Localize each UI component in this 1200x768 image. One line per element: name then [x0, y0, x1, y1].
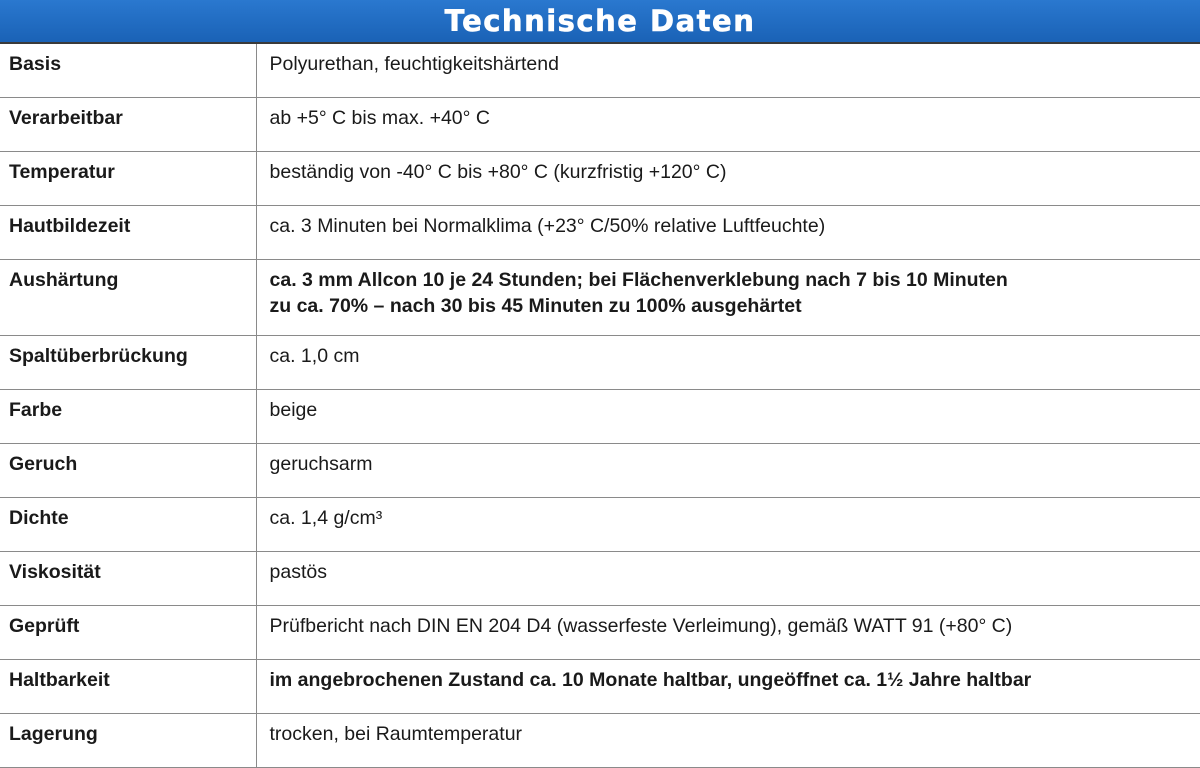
table-row [0, 498, 1200, 552]
table-row [0, 152, 1200, 206]
row-value-line: zu ca. 70% – nach 30 bis 45 Minuten zu 100% ausgehärtet [270, 293, 1200, 319]
row-label: Dichte [0, 498, 256, 552]
row-value-line: im angebrochenen Zustand ca. 10 Monate haltbar, ungeöffnet ca. 1½ Jahre haltbar [270, 667, 1200, 693]
table-row [0, 714, 1200, 768]
table-row [0, 444, 1200, 498]
row-value [256, 260, 1200, 336]
table-row [0, 552, 1200, 606]
specs-table [0, 44, 1200, 768]
row-value-line: Polyurethan, feuchtigkeitshärtend [270, 51, 1200, 77]
row-value [256, 498, 1200, 552]
row-value [256, 152, 1200, 206]
row-value-line: beige [270, 397, 1200, 423]
row-value [256, 660, 1200, 714]
row-value-line: ab +5° C bis max. +40° C [270, 105, 1200, 131]
row-value [256, 552, 1200, 606]
row-value-line: ca. 1,4 g/cm³ [270, 505, 1200, 531]
row-value [256, 606, 1200, 660]
row-value [256, 336, 1200, 390]
row-value-line: beständig von -40° C bis +80° C (kurzfristig +120° C) [270, 159, 1200, 185]
row-value [256, 44, 1200, 98]
row-value [256, 714, 1200, 768]
table-row [0, 390, 1200, 444]
table-row [0, 206, 1200, 260]
table-row [0, 98, 1200, 152]
row-label: Geprüft [0, 606, 256, 660]
row-value [256, 444, 1200, 498]
row-label: Temperatur [0, 152, 256, 206]
table-title: Technische Daten [445, 4, 756, 38]
row-value-line: pastös [270, 559, 1200, 585]
row-label: Lagerung [0, 714, 256, 768]
table-row [0, 44, 1200, 98]
row-value-line: trocken, bei Raumtemperatur [270, 721, 1200, 747]
row-value-line: ca. 3 Minuten bei Normalklima (+23° C/50% relative Luftfeuchte) [270, 213, 1200, 239]
row-label: Viskosität [0, 552, 256, 606]
row-label: Geruch [0, 444, 256, 498]
row-value [256, 98, 1200, 152]
table-row [0, 336, 1200, 390]
row-label: Farbe [0, 390, 256, 444]
row-label: Spaltüberbrückung [0, 336, 256, 390]
table-row [0, 606, 1200, 660]
row-value-line: Prüfbericht nach DIN EN 204 D4 (wasserfeste Verleimung), gemäß WATT 91 (+80° C) [270, 613, 1200, 639]
row-label: Aushärtung [0, 260, 256, 336]
table-header [0, 0, 1200, 44]
row-label: Haltbarkeit [0, 660, 256, 714]
table-row [0, 260, 1200, 336]
row-label: Basis [0, 44, 256, 98]
row-value [256, 206, 1200, 260]
row-value-line: ca. 1,0 cm [270, 343, 1200, 369]
row-value-line: ca. 3 mm Allcon 10 je 24 Stunden; bei Flächenverklebung nach 7 bis 10 Minuten [270, 267, 1200, 293]
row-value [256, 390, 1200, 444]
row-value-line: geruchsarm [270, 451, 1200, 477]
row-label: Verarbeitbar [0, 98, 256, 152]
row-label: Hautbildezeit [0, 206, 256, 260]
table-row [0, 660, 1200, 714]
